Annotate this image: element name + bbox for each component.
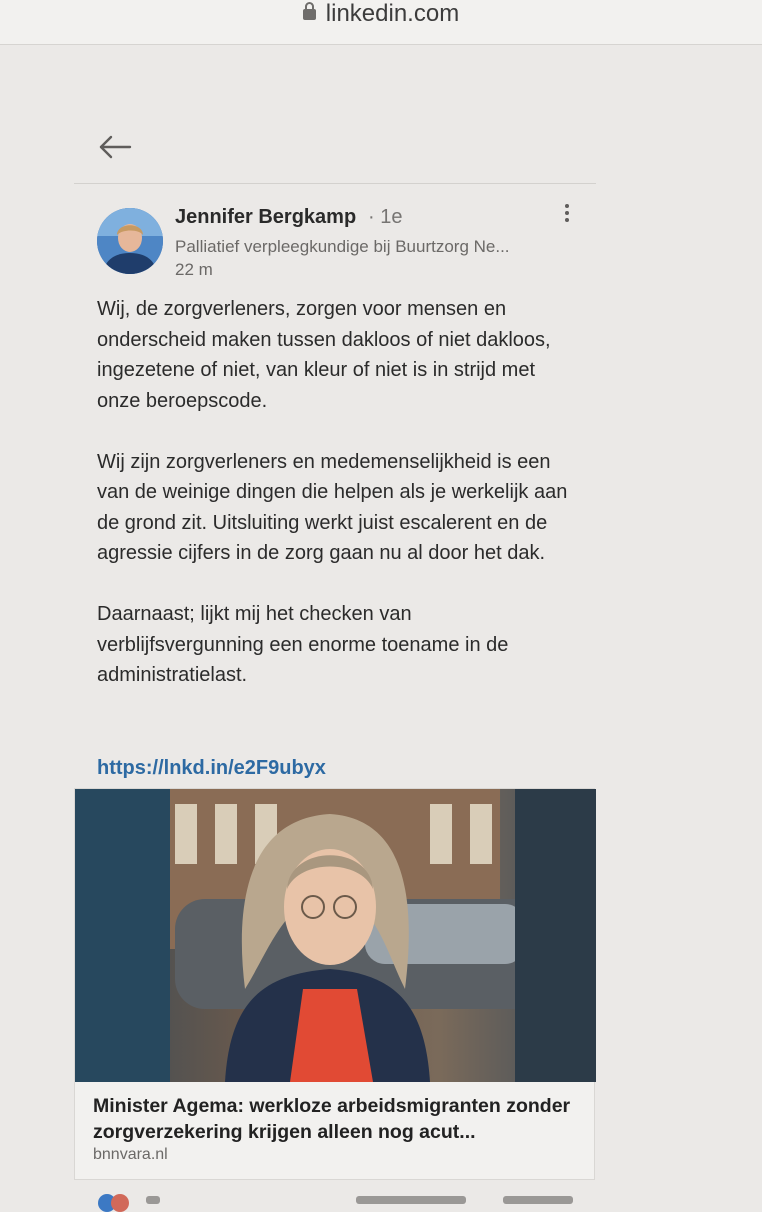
url-text: linkedin.com <box>325 0 460 27</box>
arrow-left-icon[interactable] <box>98 133 132 161</box>
reactions-bar[interactable] <box>98 1190 578 1204</box>
lock-icon <box>303 9 316 20</box>
url-display[interactable] <box>0 0 762 28</box>
post-link[interactable]: https://lnkd.in/e2F9ubyx <box>97 757 326 779</box>
article-thumbnail[interactable] <box>75 789 596 1082</box>
browser-address-bar[interactable] <box>0 0 762 45</box>
reaction-count <box>146 1196 160 1204</box>
reposts-count[interactable] <box>503 1196 573 1204</box>
comments-count[interactable] <box>356 1196 466 1204</box>
article-title[interactable]: Minister Agema: werkloze arbeidsmigranten zonder zorgverzekering krijgen alleen nog acut... <box>93 1095 571 1143</box>
avatar-image <box>97 208 163 274</box>
author-avatar[interactable] <box>97 208 163 274</box>
author-headline: Palliatief verpleegkundige bij Buurtzorg Ne... <box>175 237 510 256</box>
post-paragraph: Wij zijn zorgverleners en medemenselijkheid is een van de weinige dingen die helpen als je werkelijk aan de grond zit. Uitsluiting werkt juist escalerent en de agressie cijfers in de zorg gaan nu al door het dak. <box>97 450 568 564</box>
connection-degree: · 1e <box>368 206 403 228</box>
author-name[interactable]: Jennifer Bergkamp <box>175 206 357 228</box>
article-preview-card[interactable] <box>74 788 595 1180</box>
post-paragraph: Wij, de zorgverleners, zorgen voor mensen en onderscheid maken tussen dakloos of niet dakloos, ingezetene of niet, van kleur of niet is in strijd met onze beroepscode. <box>97 298 551 412</box>
header-divider <box>74 183 596 184</box>
love-reaction-icon <box>111 1194 129 1212</box>
vertical-ellipsis-icon[interactable] <box>558 202 576 226</box>
article-source: bnnvara.nl <box>93 1146 168 1163</box>
post-timestamp: 22 m <box>175 260 213 279</box>
post-paragraph: Daarnaast; lijkt mij het checken van verblijfsvergunning een enorme toename in de administratielast. <box>97 603 509 686</box>
post-body <box>97 294 577 721</box>
